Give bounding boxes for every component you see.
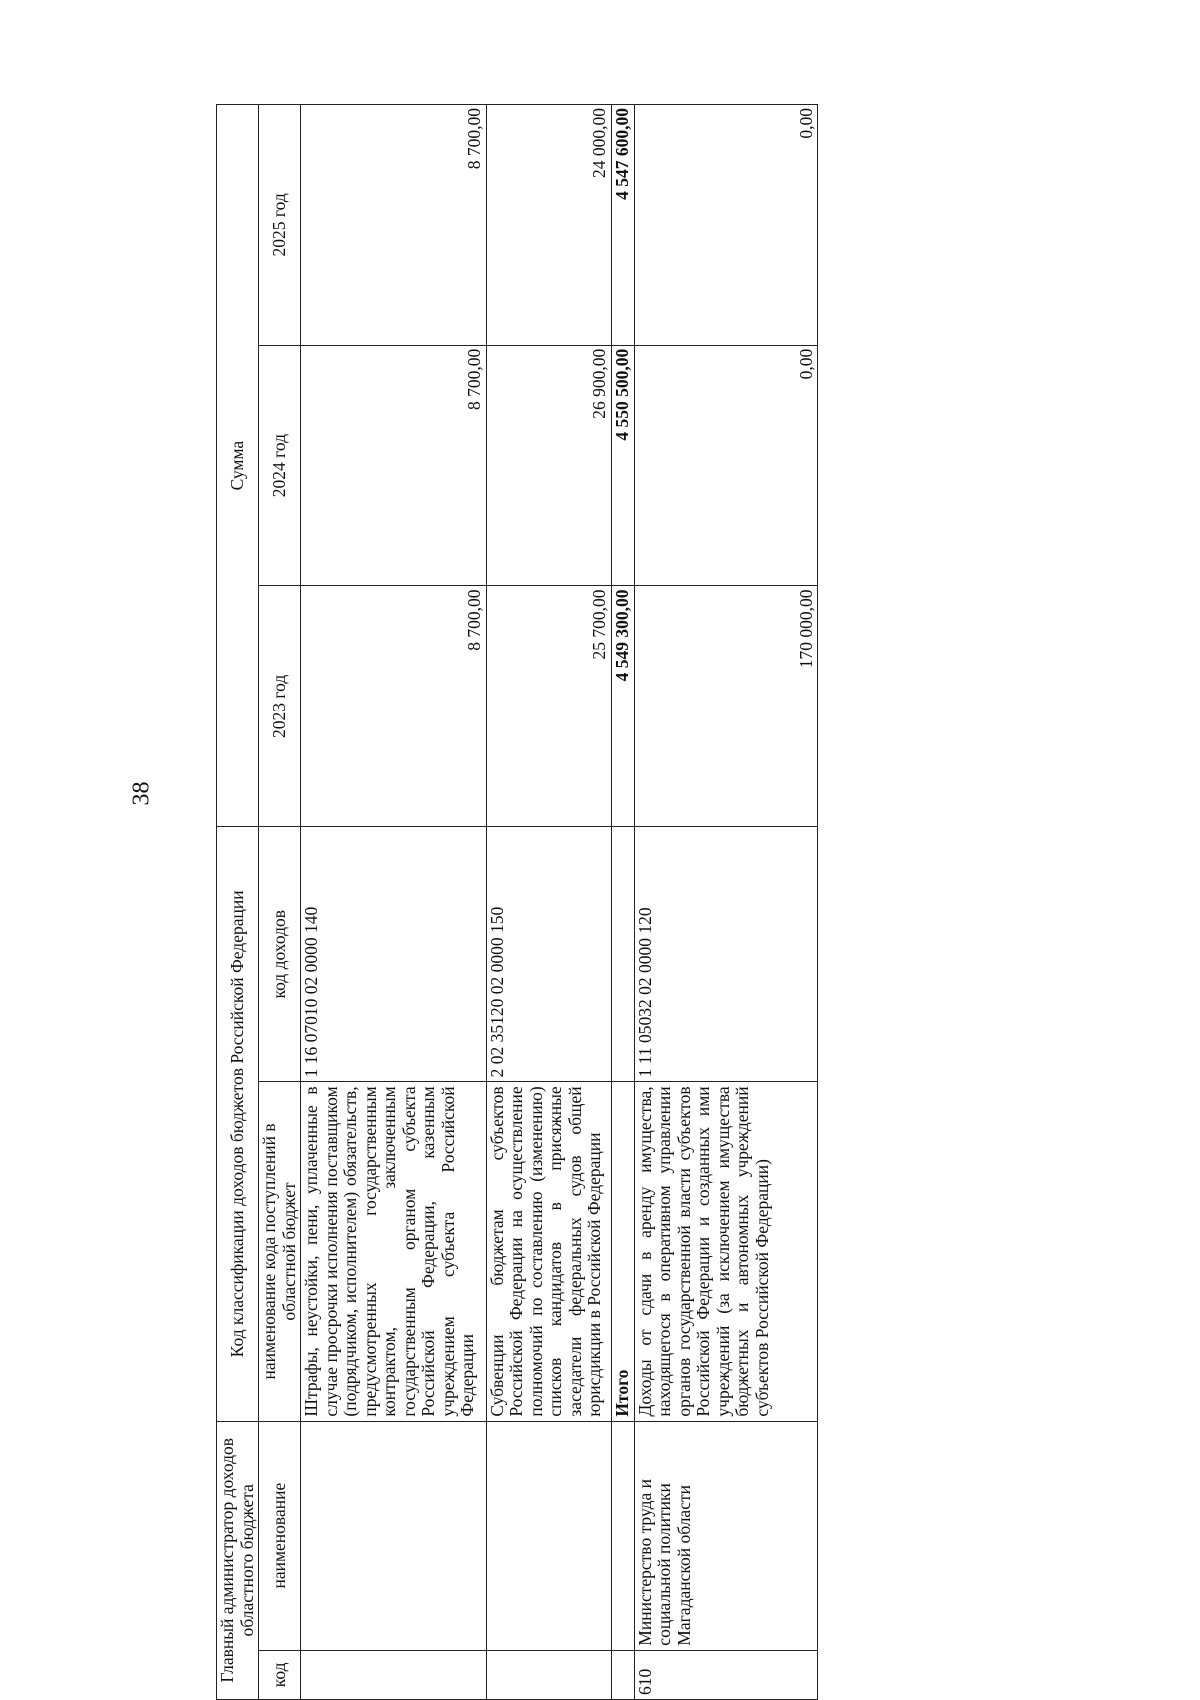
header-admin-group: Главный администратор доходов областного бюджета [217,1421,259,1699]
header-classification-group: Код классификации доходов бюджетов Российской Федерации [217,827,259,1421]
revenue-table [216,104,818,1700]
cell-income-code: 1 11 05032 02 0000 120 [634,827,817,1082]
page-number: 38 [128,781,155,806]
cell-admin: Министерство труда и социальной политики Магаданской области [634,1421,817,1650]
header-code: код [259,1650,301,1699]
header-name: наименование [259,1421,301,1650]
table-row [634,105,817,1700]
cell-2024: 0,00 [634,345,817,586]
cell-income-code: 2 02 35120 02 0000 150 [486,827,611,1082]
rotated-table-frame [216,104,818,1700]
cell-2023: 8 700,00 [301,586,487,827]
cell-income-code [611,827,634,1082]
cell-admin [611,1421,634,1650]
cell-income-code: 1 16 07010 02 0000 140 [301,827,487,1082]
cell-description: Доходы от сдачи в аренду имущества, находящегося в оперативном управлении органов государственной власти субъектов Российской Федерации и созданных ими учреждений (за исключением имущества бюджетных и автономных учреждений субъектов Российской Федерации) [634,1082,817,1421]
cell-2025: 24 000,00 [486,105,611,346]
cell-code [301,1650,487,1699]
cell-total-2024: 4 550 500,00 [611,345,634,586]
cell-admin [486,1421,611,1650]
table-row [486,105,611,1700]
cell-2025: 0,00 [634,105,817,346]
cell-description: Штрафы, неустойки, пени, уплаченные в случае просрочки исполнения поставщиком (подрядчиком, исполнителем) обязательств, предусмотренных государственным контрактом, заключенным государственным органом субъекта Российской Федерации, казенным учреждением субъекта Российской Федерации [301,1082,487,1421]
header-year-2024: 2024 год [259,345,301,586]
cell-total-2023: 4 549 300,00 [611,586,634,827]
total-row [611,105,634,1700]
header-income-code: код доходов [259,827,301,1082]
cell-code [611,1650,634,1699]
cell-total-2025: 4 547 600,00 [611,105,634,346]
header-income-name: наименование кода поступлений в областной бюджет [259,1082,301,1421]
cell-code: 610 [634,1650,817,1699]
header-year-2023: 2023 год [259,586,301,827]
cell-2023: 170 000,00 [634,586,817,827]
header-sum-group: Сумма [217,105,259,827]
header-year-2025: 2025 год [259,105,301,346]
cell-2024: 26 900,00 [486,345,611,586]
cell-2025: 8 700,00 [301,105,487,346]
cell-code [486,1650,611,1699]
cell-admin [301,1421,487,1650]
cell-2024: 8 700,00 [301,345,487,586]
cell-2023: 25 700,00 [486,586,611,827]
cell-description: Субвенции бюджетам субъектов Российской Федерации на осуществление полномочий по составлению (изменению) списков кандидатов в присяжные заседатели федеральных судов общей юрисдикции в Российской Федерации [486,1082,611,1421]
table-row [301,105,487,1700]
cell-total-label: Итого [611,1082,634,1421]
